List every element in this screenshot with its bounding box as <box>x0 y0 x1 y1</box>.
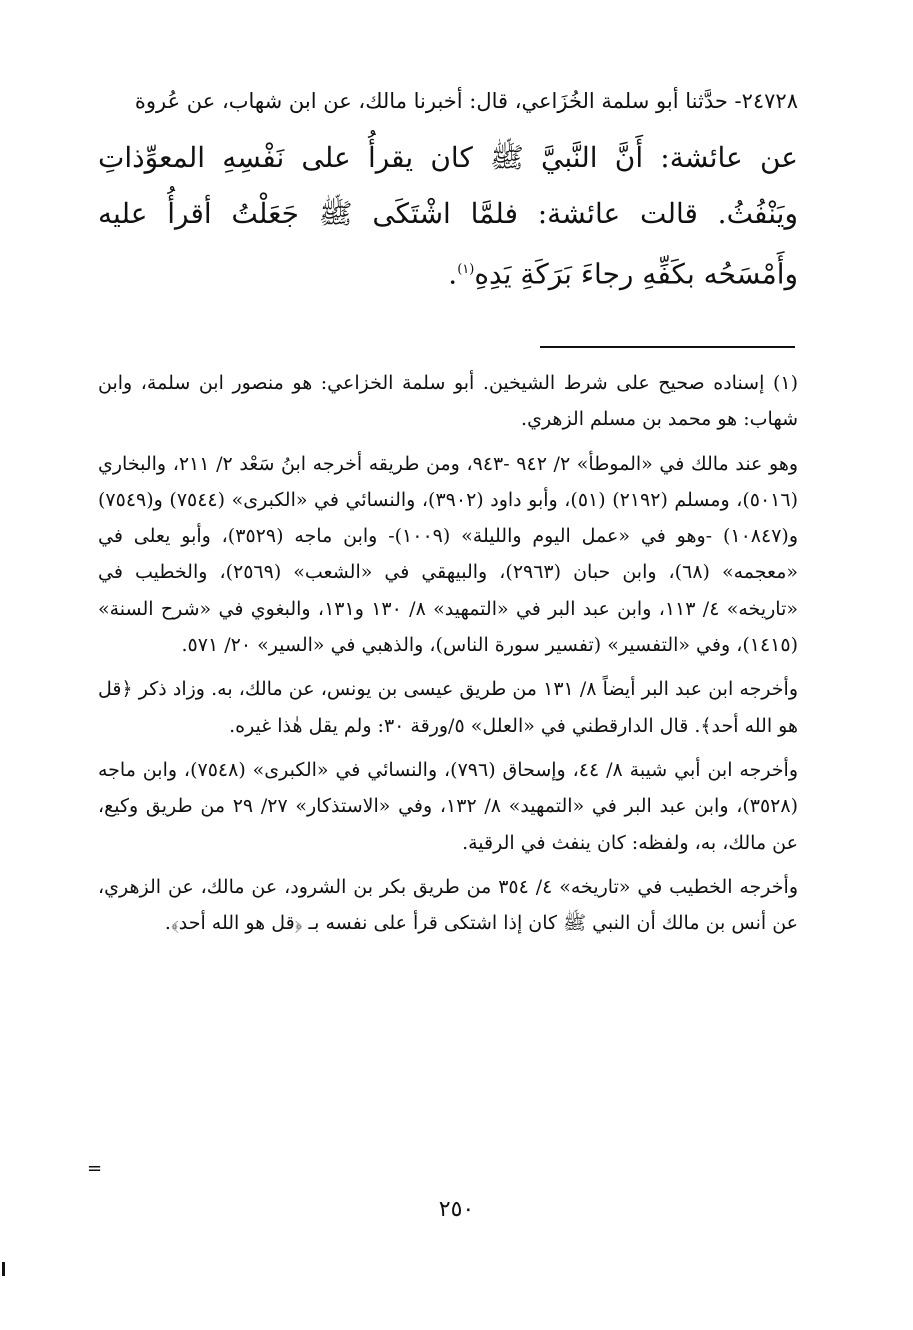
footnote-paragraph: وهو عند مالك في «الموطأ» ٢/ ٩٤٢ -٩٤٣، ومن طريقه أخرجه ابنُ سَعْد ٢/ ٢١١، والبخاري (٥٠١٦)، ومسلم (٢١٩٢) (٥١)، وأبو داود (٣٩٠٢)، والنسائي في «الكبرى» (٧٥٤٤) و(٧٥٤٩) و(١٠٨٤٧) -وهو في «عمل اليوم والليلة» (١٠٠٩)- وابن ماجه (٣٥٢٩)، وأبو يعلى في «معجمه» (٦٨)، وابن حبان (٢٩٦٣)، والبيهقي في «الشعب» (٢٥٦٩)، والخطيب في «تاريخه» ٤/ ١١٣، وابن عبد البر في «التمهيد» ٨/ ١٣٠ و١٣١، والبغوي في «شرح السنة» (١٤١٥)، وفي «التفسير» (تفسير سورة الناس)، والذهبي في «السير» ٢٠/ ٥٧١. <box>98 452 799 657</box>
hadith-chain <box>98 76 798 127</box>
hadith-end-mark: . <box>448 257 458 291</box>
page-number: ٢٥٠ <box>438 1197 475 1222</box>
footnote-paragraph: وأخرجه الخطيب في «تاريخه» ٤/ ٣٥٤ من طريق بكر بن الشرود، عن مالك، عن الزهري، عن أنس بن مالك أن النبي ﷺ كان إذا اشتكى قرأ على نفسه بـ ﴿قل هو الله أحد﴾. <box>98 875 798 935</box>
footnote-paragraph: (١) إسناده صحيح على شرط الشيخين. أبو سلمة الخزاعي: هو منصور ابن سلمة، وابن شهاب: هو محمد بن مسلم الزهري. <box>98 372 798 431</box>
hadith-matn-text: عن عائشة: أَنَّ النَّبيَّ ﷺ كان يقرأُ على نَفْسِهِ المعوِّذاتِ ويَنْفُثُ. قالت عائشة: فلمَّا اشْتَكَى ﷺ جَعَلْتُ أقرأُ عليه وأَمْسَحُه بكَفِّهِ رجاءَ بَرَكَةِ يَدِهِ <box>98 141 798 291</box>
hadith-block <box>98 76 798 302</box>
footnote-paragraph: وأخرجه ابن عبد البر أيضاً ٨/ ١٣١ من طريق عيسى بن يونس، عن مالك، به. وزاد ذكر ﴿قل هو الله أحد﴾. قال الدارقطني في «العلل» ٥/ورقة ٣٠: ولم يقل هٰذا غيره. <box>98 678 798 737</box>
footnotes-section <box>98 365 798 949</box>
footnote-reference[interactable]: (١) <box>457 262 475 277</box>
scan-edge-mark <box>2 1262 5 1276</box>
footnote-paragraph: وأخرجه ابن أبي شيبة ٨/ ٤٤، وإسحاق (٧٩٦)، والنسائي في «الكبرى» (٧٥٤٨)، وابن ماجه (٣٥٢٨)، وابن عبد البر في «التمهيد» ٨/ ١٣٢، وفي «الاستذكار» ٢٧/ ٢٩ من طريق وكيع، عن مالك، به، ولفظه: كان ينفث في الرقية. <box>98 758 799 854</box>
hadith-intro-text: ٢٤٧٢٨- حدَّثنا أبو سلمة الخُزَاعي، قال: أخبرنا مالك، عن ابن شهاب، عن عُروة <box>134 89 798 113</box>
footnote-divider <box>540 346 795 348</box>
continuation-mark: = <box>87 1158 103 1179</box>
hadith-text <box>98 130 798 302</box>
